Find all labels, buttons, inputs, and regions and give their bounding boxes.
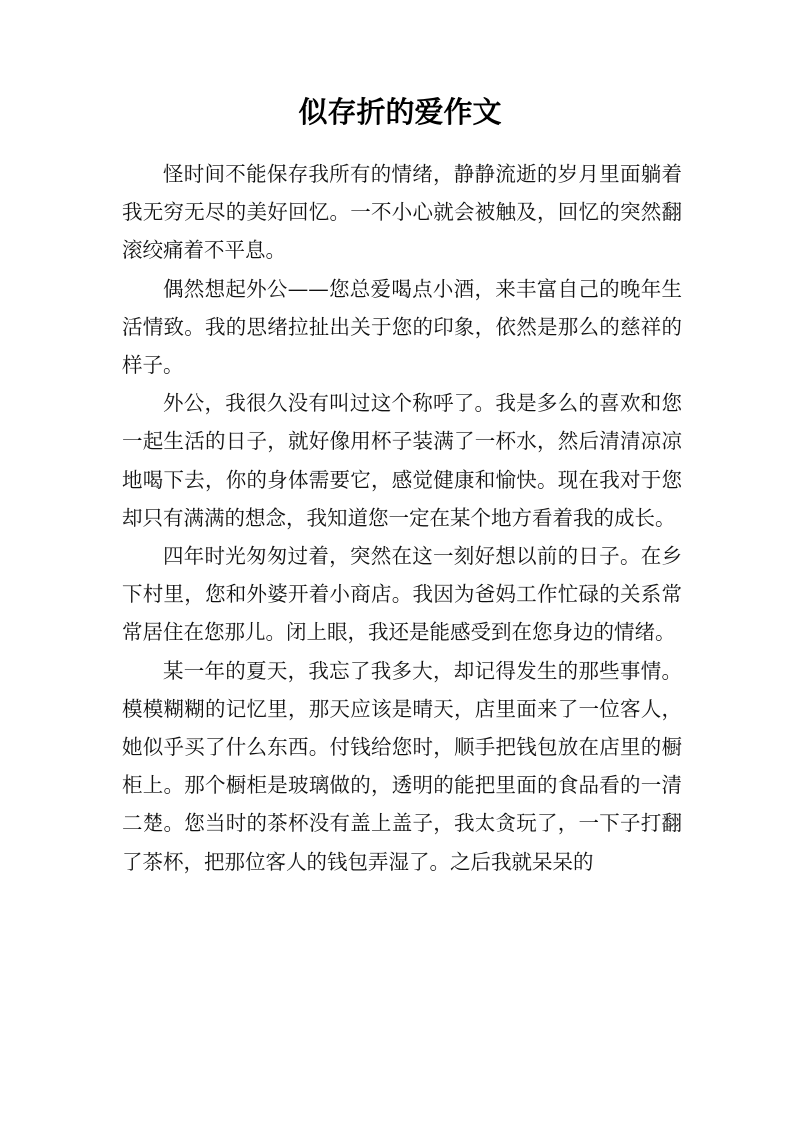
paragraph: 怪时间不能保存我所有的情绪，静静流逝的岁月里面躺着我无穷无尽的美好回忆。一不小心就会被触及，回忆的突然翻滚绞痛着不平息。 [122,162,682,263]
document-body [122,155,682,881]
document-title: 似存折的爱作文 [298,95,502,129]
paragraph: 某一年的夏天，我忘了我多大，却记得发生的那些事情。模模糊糊的记忆里，那天应该是晴天，店里面来了一位客人，她似乎买了什么东西。付钱给您时，顺手把钱包放在店里的橱柜上。那个橱柜是玻璃做的，透明的能把里面的食品看的一清二楚。您当时的茶杯没有盖上盖子，我太贪玩了，一下子打翻了茶杯，把那位客人的钱包弄湿了。之后我就呆呆的 [122,658,682,874]
paragraph: 外公，我很久没有叫过这个称呼了。我是多么的喜欢和您一起生活的日子，就好像用杯子装满了一杯水，然后清清凉凉地喝下去，你的身体需要它，感觉健康和愉快。现在我对于您却只有满满的想念，我知道您一定在某个地方看着我的成长。 [122,391,682,530]
paragraph: 四年时光匆匆过着，突然在这一刻好想以前的日子。在乡下村里，您和外婆开着小商店。我因为爸妈工作忙碌的关系常常居住在您那儿。闭上眼，我还是能感受到在您身边的情绪。 [122,544,682,645]
paragraph: 偶然想起外公——您总爱喝点小酒，来丰富自己的晚年生活情致。我的思绪拉扯出关于您的印象，依然是那么的慈祥的样子。 [122,276,682,378]
